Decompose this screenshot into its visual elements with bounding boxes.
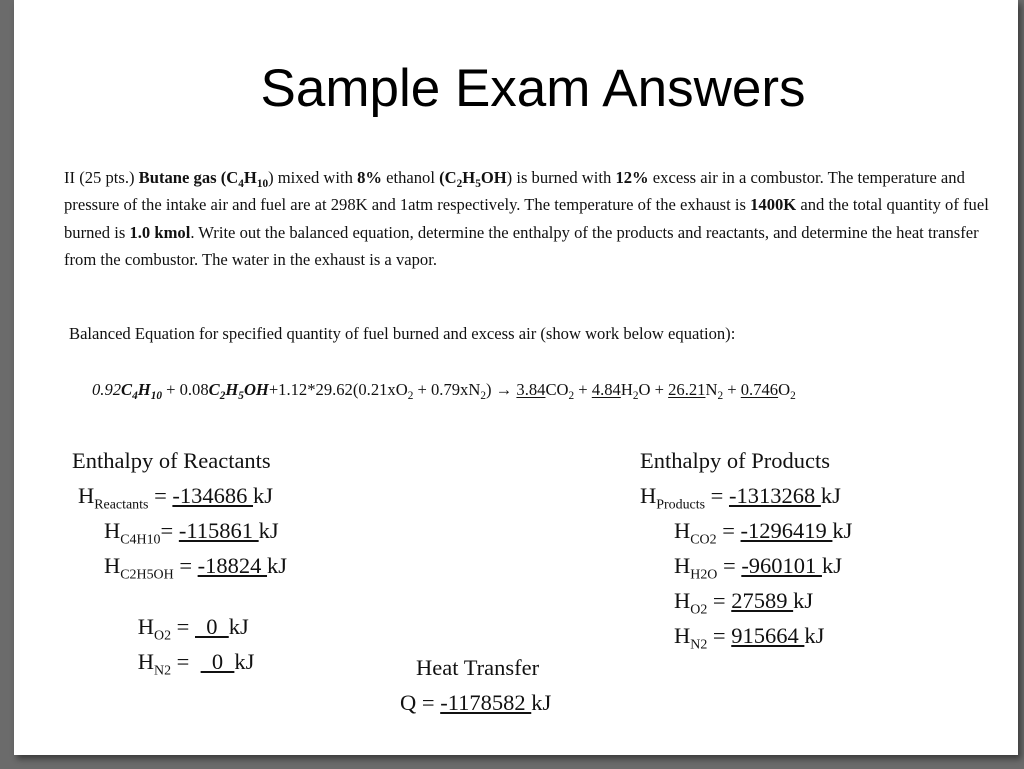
products-heading: Enthalpy of Products: [640, 448, 830, 473]
ethanol-formula: ($C_2H_5OH$: [439, 168, 507, 190]
reactants-heading: Enthalpy of Reactants: [72, 448, 271, 473]
n2-coefficient: 26.21: [668, 380, 706, 399]
co2-coefficient: 3.84: [516, 380, 546, 399]
ethanol-percent: 8%: [357, 168, 382, 187]
butane-label: Butane gas ($C_4H_{10}$: [138, 168, 269, 190]
heat-transfer-value: Q = -1178582 kJ: [400, 690, 552, 715]
fuel-quantity: 1.0 kmol: [129, 222, 191, 242]
heat-transfer-section: [394, 655, 594, 725]
products-section: [640, 448, 1000, 658]
product-row-o2: $H_{O2} = 27589$ kJ: [674, 588, 814, 618]
heat-transfer-heading: Heat Transfer: [416, 655, 540, 680]
reactants-section: [72, 448, 432, 679]
problem-statement: II (25 pts.) Butane gas $(C_4H_{10})$ mixed with 8% ethanol $(C_2H_5OH)$ is burned with 12% excess air in a combustor. The temperature and pressure of the intake air and fuel are at 298K and 1atm respectively. The temperature of the exhaust is 1400K and the total quantity of fuel burned is 1.0 kmol. Write out the balanced equation, determine the enthalpy of the products and reactants, and determine the heat transfer from the combustor. The water in the exhaust is a vapor.: [64, 168, 989, 269]
equation-heading: Balanced Equation for specified quantity of fuel burned and excess air (show work below equation):: [69, 324, 736, 343]
reactant-row-c4h10: $H_{C4H10}= -115861$ kJ: [104, 518, 279, 548]
reactant-row-n2: $H_{N2}$ = 0 kJ: [137, 649, 255, 679]
reactants-total: $H_{Reactants} = -134686$ kJ: [78, 483, 274, 513]
product-row-co2: $H_{CO2} = -1296419$ kJ: [674, 518, 853, 548]
product-row-h2o: $H_{H2O} = -960101$ kJ: [674, 553, 842, 583]
excess-air-percent: 12%: [615, 168, 649, 187]
products-total: $H_{Products} = -1313268$ kJ: [640, 483, 841, 513]
slide: [14, 0, 1018, 755]
h2o-coefficient: 4.84: [591, 380, 621, 399]
reactant-row-o2: $H_{O2} = 0$ kJ: [137, 614, 249, 644]
exhaust-temperature: 1400K: [750, 195, 797, 215]
product-row-n2: $H_{N2} = 915664$ kJ: [674, 623, 825, 653]
o2-coefficient: 0.746: [740, 380, 779, 399]
slide-title: Sample Exam Answers: [260, 59, 806, 118]
balanced-equation: $0.92C_4H_{10} + 0.08C_2H_5OH+1.12*29.62(0.21xO_2 + 0.79xN_2) \to 3.84CO_2 + 4.84H_2O + 26.21N_2 + 0.746O_2$: [92, 380, 796, 402]
reactant-row-c2h5oh: $H_{C2H5OH} = -18824$ kJ: [104, 553, 288, 583]
